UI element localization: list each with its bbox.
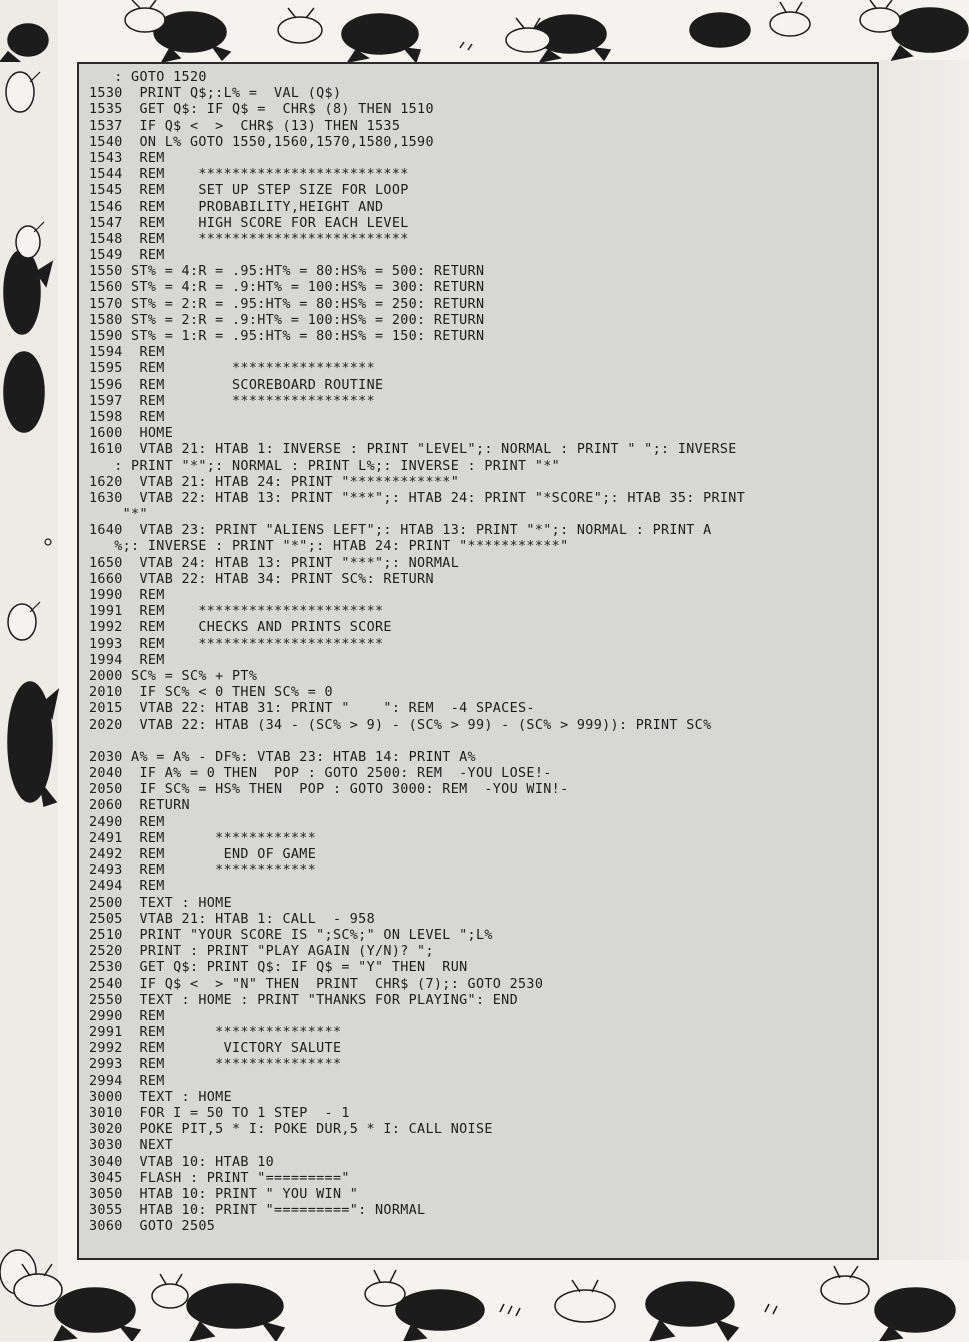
code-line: 2992 REM VICTORY SALUTE bbox=[89, 1041, 342, 1057]
code-line: 1545 REM SET UP STEP SIZE FOR LOOP bbox=[89, 183, 409, 199]
code-line: 3040 VTAB 10: HTAB 10 bbox=[89, 1154, 275, 1170]
creature-border-top-illustration bbox=[0, 0, 969, 62]
code-line: 2993 REM *************** bbox=[89, 1057, 342, 1073]
code-line: 3010 FOR I = 50 TO 1 STEP - 1 bbox=[89, 1106, 350, 1121]
code-line: 1543 REM bbox=[89, 150, 165, 166]
code-line: 2493 REM ************ bbox=[89, 863, 317, 879]
code-line: 1544 REM ************************* bbox=[89, 167, 409, 183]
code-line: %;: INVERSE : PRINT "*";: HTAB 24: PRINT "***********" bbox=[89, 539, 569, 555]
code-line: 1537 IF Q$ < > CHR$ (13) THEN 1535 bbox=[89, 118, 401, 134]
code-line: 2020 VTAB 22: HTAB (34 - (SC% > 9) - (SC% > 99) - (SC% > 999)): PRINT SC% bbox=[89, 717, 712, 733]
code-line: 1549 REM bbox=[89, 248, 165, 264]
code-line: 1540 ON L% GOTO 1550,1560,1570,1580,1590 bbox=[89, 134, 434, 150]
code-line: 2494 REM bbox=[89, 879, 165, 895]
code-line: 1535 GET Q$: IF Q$ = CHR$ (8) THEN 1510 bbox=[89, 102, 434, 118]
code-line: 2540 IF Q$ < > "N" THEN PRINT CHR$ (7);: GOTO 2530 bbox=[89, 976, 544, 992]
code-line: 2510 PRINT "YOUR SCORE IS ";SC%;" ON LEVEL ";L% bbox=[89, 927, 493, 943]
code-line: 1990 REM bbox=[89, 588, 165, 603]
code-line: 1596 REM SCOREBOARD ROUTINE bbox=[89, 377, 384, 393]
code-line: 2505 VTAB 21: HTAB 1: CALL - 958 bbox=[89, 911, 376, 927]
code-line: 1547 REM HIGH SCORE FOR EACH LEVEL bbox=[89, 215, 409, 231]
code-line: 1546 REM PROBABILITY,HEIGHT AND bbox=[89, 199, 384, 215]
code-line: 1550 ST% = 4:R = .95:HT% = 80:HS% = 500: RETURN bbox=[89, 264, 485, 280]
code-line: 1548 REM ************************* bbox=[89, 231, 409, 247]
code-line: 1640 VTAB 23: PRINT "ALIENS LEFT";: HTAB 13: PRINT "*";: NORMAL : PRINT A bbox=[89, 523, 712, 539]
code-line: 1991 REM ********************** bbox=[89, 604, 384, 620]
creature-border-bottom-illustration bbox=[0, 1260, 969, 1341]
code-line: 1610 VTAB 21: HTAB 1: INVERSE : PRINT "LEVEL";: NORMAL : PRINT " ";: INVERSE bbox=[89, 442, 737, 458]
code-line: : GOTO 1520 bbox=[89, 70, 207, 85]
creature-border-left-illustration bbox=[0, 62, 60, 1342]
code-line: 2520 PRINT : PRINT "PLAY AGAIN (Y/N)? "; bbox=[89, 944, 434, 960]
basic-program-listing bbox=[77, 62, 879, 1260]
code-line: 3055 HTAB 10: PRINT "=========": NORMAL bbox=[89, 1203, 426, 1219]
code-line: 2492 REM END OF GAME bbox=[89, 847, 317, 862]
code-line: 1650 VTAB 24: HTAB 13: PRINT "***";: NORMAL bbox=[89, 555, 460, 571]
code-line: : PRINT "*";: NORMAL : PRINT L%;: INVERSE : PRINT "*" bbox=[89, 458, 561, 474]
code-line: 2491 REM ************ bbox=[89, 830, 317, 846]
code-line: 1590 ST% = 1:R = .95:HT% = 80:HS% = 150: RETURN bbox=[89, 329, 485, 344]
code-line: "*" bbox=[89, 507, 148, 523]
code-line: 2490 REM bbox=[89, 814, 165, 830]
code-line: 2060 RETURN bbox=[89, 798, 190, 814]
code-line: 3050 HTAB 10: PRINT " YOU WIN " bbox=[89, 1186, 359, 1202]
listing-lines bbox=[89, 70, 871, 1252]
code-line: 1993 REM ********************** bbox=[89, 636, 384, 652]
code-line: 1595 REM ***************** bbox=[89, 361, 376, 377]
code-line: 1530 PRINT Q$;:L% = VAL (Q$) bbox=[89, 86, 342, 102]
code-line: 2994 REM bbox=[89, 1073, 165, 1089]
code-line: 1598 REM bbox=[89, 409, 165, 425]
code-line: 2015 VTAB 22: HTAB 31: PRINT " ": REM -4 SPACES- bbox=[89, 701, 535, 717]
code-line: 3030 NEXT bbox=[89, 1138, 174, 1154]
code-line: 1630 VTAB 22: HTAB 13: PRINT "***";: HTAB 24: PRINT "*SCORE";: HTAB 35: PRINT bbox=[89, 490, 746, 506]
code-line bbox=[89, 734, 871, 750]
code-line: 3060 GOTO 2505 bbox=[89, 1219, 216, 1235]
code-line: 2050 IF SC% = HS% THEN POP : GOTO 3000: REM -YOU WIN!- bbox=[89, 782, 569, 798]
code-line: 1597 REM ***************** bbox=[89, 393, 376, 409]
code-line: 2040 IF A% = 0 THEN POP : GOTO 2500: REM -YOU LOSE!- bbox=[89, 766, 552, 782]
code-line bbox=[89, 1236, 871, 1252]
code-line: 1992 REM CHECKS AND PRINTS SCORE bbox=[89, 620, 392, 636]
code-line: 1570 ST% = 2:R = .95:HT% = 80:HS% = 250: RETURN bbox=[89, 296, 485, 312]
code-line: 3000 TEXT : HOME bbox=[89, 1089, 233, 1105]
code-line: 3045 FLASH : PRINT "=========" bbox=[89, 1170, 350, 1186]
code-line: 2530 GET Q$: PRINT Q$: IF Q$ = "Y" THEN RUN bbox=[89, 960, 468, 976]
code-line: 1600 HOME bbox=[89, 426, 174, 442]
code-line: 1994 REM bbox=[89, 652, 165, 668]
code-line: 1560 ST% = 4:R = .9:HT% = 100:HS% = 300: RETURN bbox=[89, 280, 485, 296]
code-line: 1580 ST% = 2:R = .9:HT% = 100:HS% = 200: RETURN bbox=[89, 312, 485, 328]
page-right-margin bbox=[880, 60, 969, 1260]
code-line: 2991 REM *************** bbox=[89, 1025, 342, 1041]
code-line: 2030 A% = A% - DF%: VTAB 23: HTAB 14: PRINT A% bbox=[89, 749, 476, 765]
code-line: 2990 REM bbox=[89, 1008, 165, 1024]
code-line: 1594 REM bbox=[89, 345, 165, 361]
code-line: 2000 SC% = SC% + PT% bbox=[89, 668, 258, 684]
code-line: 2500 TEXT : HOME bbox=[89, 895, 233, 911]
code-line: 1660 VTAB 22: HTAB 34: PRINT SC%: RETURN bbox=[89, 571, 434, 587]
code-line: 2550 TEXT : HOME : PRINT "THANKS FOR PLAYING": END bbox=[89, 992, 519, 1008]
code-line: 3020 POKE PIT,5 * I: POKE DUR,5 * I: CALL NOISE bbox=[89, 1122, 493, 1138]
code-line: 1620 VTAB 21: HTAB 24: PRINT "************" bbox=[89, 474, 460, 490]
code-line: 2010 IF SC% < 0 THEN SC% = 0 bbox=[89, 685, 333, 701]
